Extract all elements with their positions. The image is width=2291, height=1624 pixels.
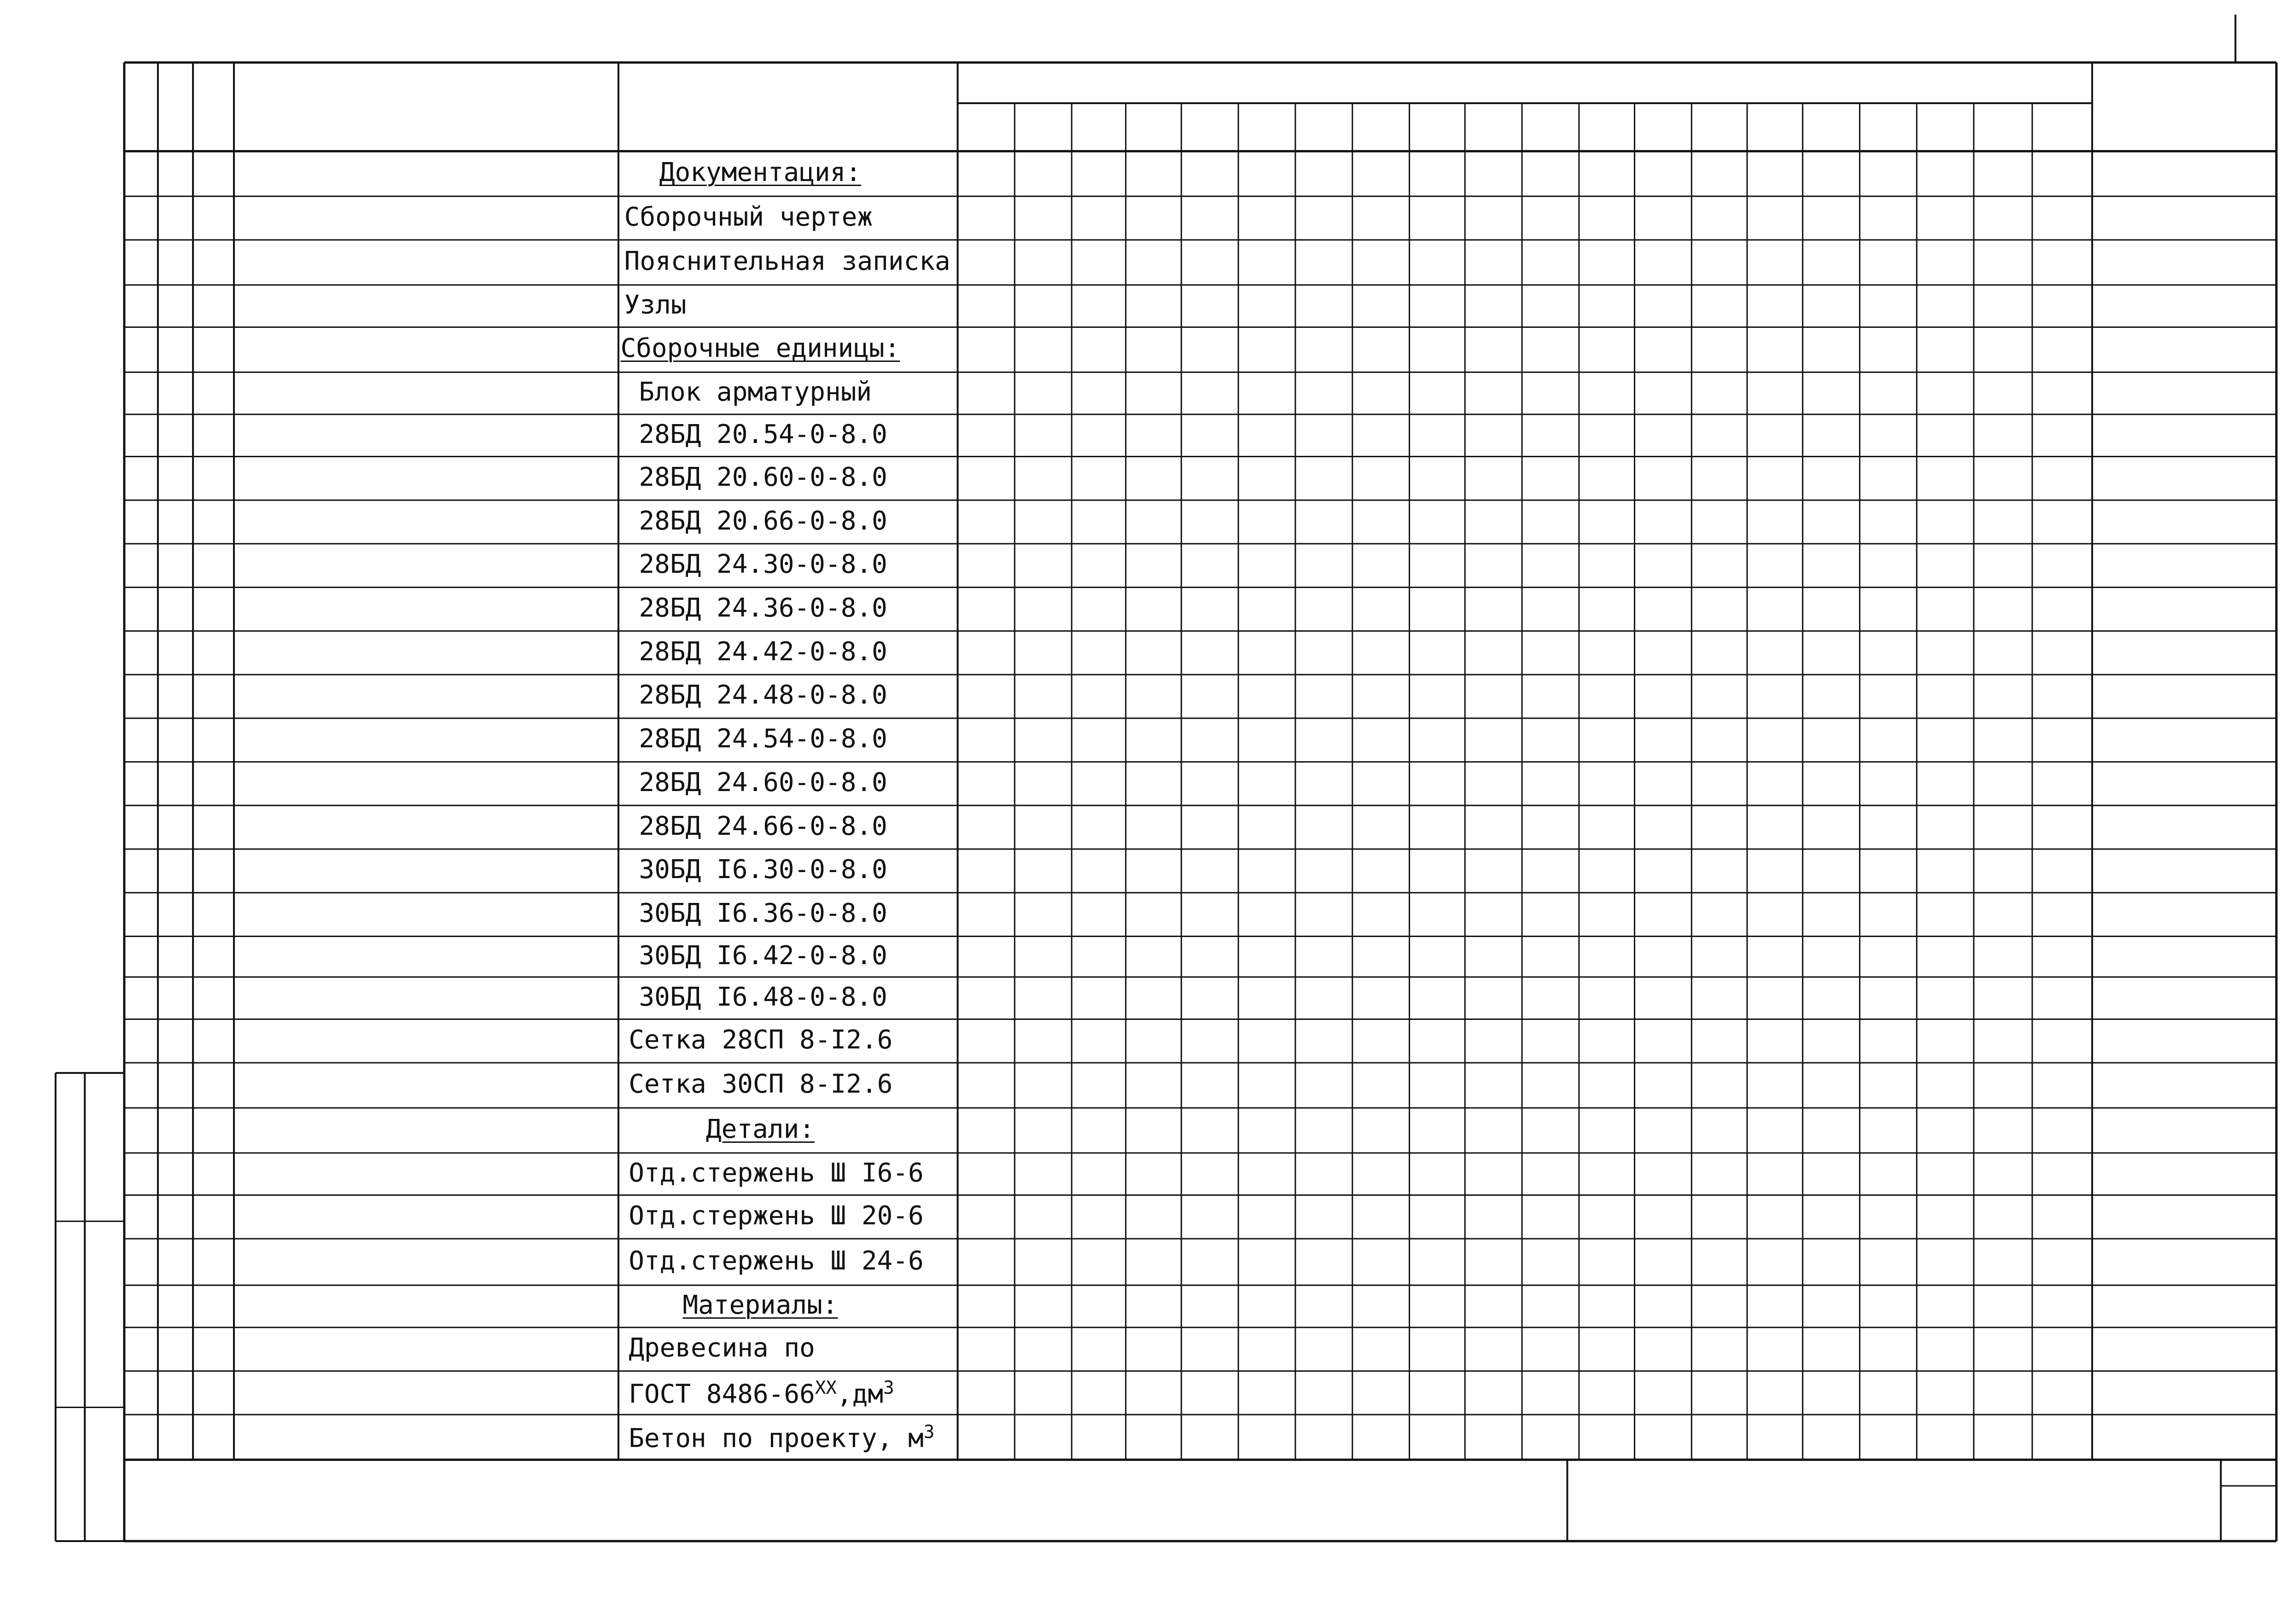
name-text: 30БД I6.42-0-8.0 (639, 940, 887, 971)
name-text: Отд.стержень Ш 24-6 (629, 1246, 924, 1276)
unit-superscript: 3 (883, 1377, 894, 1398)
name-cell (639, 984, 887, 1010)
name-text: 28БД 20.60-0-8.0 (639, 462, 887, 492)
name-text: Отд.стержень Ш 20-6 (629, 1200, 924, 1231)
section-heading (659, 157, 862, 188)
unit-superscript: 3 (923, 1422, 935, 1443)
name-text: Отд.стержень Ш I6-6 (629, 1158, 924, 1188)
name-cell (629, 1335, 815, 1361)
name-superscript: ХХ (815, 1377, 837, 1398)
name-cell (639, 726, 887, 752)
name-text: Детали: (705, 1114, 815, 1144)
name-cell (639, 462, 887, 492)
name-text: 28БД 24.66-0-8.0 (639, 811, 887, 841)
name-cell (639, 898, 887, 929)
name-cell (639, 767, 887, 797)
name-cell (639, 811, 887, 841)
name-cell (639, 940, 887, 971)
name-cell (629, 1160, 924, 1186)
name-text: Древесина по (629, 1333, 815, 1363)
name-text: 28БД 24.36-0-8.0 (639, 593, 887, 623)
name-text: 28БД 24.60-0-8.0 (639, 767, 887, 797)
name-text: Сборочные единицы: (620, 333, 900, 364)
name-cell (629, 1379, 894, 1408)
name-cell (639, 379, 872, 405)
name-text: 28БД 24.30-0-8.0 (639, 549, 887, 580)
name-text: 28БД 20.54-0-8.0 (639, 419, 887, 449)
name-text: 30БД I6.48-0-8.0 (639, 982, 887, 1012)
name-cell (624, 204, 873, 230)
name-cell (639, 636, 887, 667)
name-text: Пояснительная записка (624, 246, 950, 276)
unit-text: ,дм (836, 1379, 884, 1409)
name-cell (639, 549, 887, 580)
name-text: 28БД 20.66-0-8.0 (639, 506, 887, 536)
name-text: Сетка 30СП 8-I2.6 (629, 1069, 893, 1100)
name-text: Сборочный чертеж (624, 202, 873, 232)
name-text: Бетон по проекту, м (629, 1423, 924, 1454)
name-cell (629, 1069, 893, 1100)
name-text: 28БД 24.54-0-8.0 (639, 724, 887, 754)
name-text: Материалы: (682, 1290, 838, 1321)
name-text: Документация: (659, 157, 862, 188)
name-text: 30БД I6.36-0-8.0 (639, 898, 887, 929)
name-cell (624, 246, 950, 276)
name-text: Узлы (624, 290, 687, 320)
section-heading (620, 333, 900, 364)
name-text: 30БД I6.30-0-8.0 (639, 855, 887, 885)
name-cell (629, 1024, 893, 1055)
name-cell (629, 1248, 924, 1274)
name-cell (624, 292, 687, 318)
name-cell (629, 1423, 934, 1452)
name-text: ГОСТ 8486-66 (629, 1379, 815, 1409)
name-cell (639, 682, 887, 708)
name-cell (639, 595, 887, 621)
name-text: Сетка 28СП 8-I2.6 (629, 1024, 893, 1055)
name-text: 28БД 24.42-0-8.0 (639, 636, 887, 667)
section-heading (705, 1114, 815, 1144)
name-text: Блок арматурный (639, 377, 872, 407)
name-text: 28БД 24.48-0-8.0 (639, 680, 887, 710)
name-cell (639, 857, 887, 883)
section-heading (682, 1290, 838, 1321)
name-cell (639, 419, 887, 449)
name-cell (629, 1200, 924, 1231)
name-cell (639, 508, 887, 534)
